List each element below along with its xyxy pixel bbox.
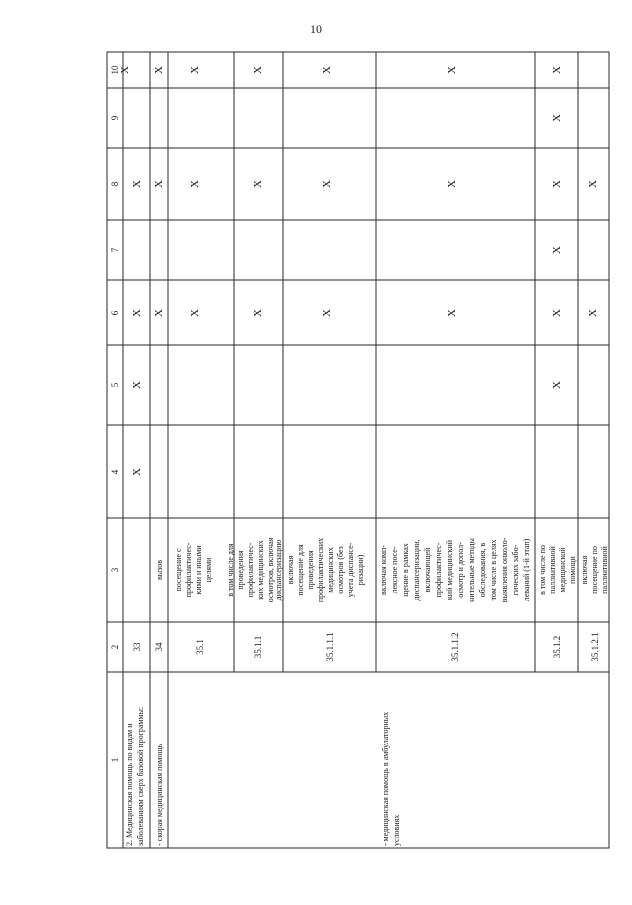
row-unit-line: выявления онколо- [500, 537, 509, 603]
table-row [286, 66, 365, 662]
ambulance-row [153, 66, 165, 846]
outpatient-label [381, 712, 401, 846]
page-number: 10 [310, 22, 322, 36]
row-unit-line: профилактических [316, 537, 325, 603]
row-unit-line: медицинских [326, 547, 335, 593]
row-code: 35.1.2 [552, 635, 562, 659]
mark-x: X [153, 66, 165, 74]
table-row [226, 66, 283, 658]
row-unit-line: включающей [423, 547, 432, 593]
ambulance-code: 34 [154, 642, 164, 652]
row-unit-line: нительные методы [467, 538, 476, 602]
mark-x: X [131, 468, 143, 476]
row-code: 35.1.1.1 [325, 632, 335, 662]
row-unit-line: осмотр и допол- [456, 542, 465, 598]
col-header: 1 [110, 757, 120, 763]
row-unit-line: в том числе по [538, 545, 547, 595]
col-header: 10 [110, 65, 120, 75]
mark-x: X [321, 309, 333, 317]
mark-x: X [446, 309, 458, 317]
row-unit-line: лексное посе- [390, 546, 399, 594]
col-header: 5 [110, 382, 120, 388]
mark-x: X [189, 309, 201, 317]
mark-x: X [551, 309, 563, 317]
row-unit-line: обследования, в [478, 542, 487, 598]
mark-x: X [252, 66, 264, 74]
row-code: 35.1.1.2 [450, 632, 460, 662]
section-title-line1: 2. Медицинская помощь по видам и [125, 723, 134, 846]
mark-x: X [189, 66, 201, 74]
row-unit-line: включая комп- [379, 545, 388, 595]
row-unit-line: посещение с [174, 548, 183, 592]
mark-x: X [321, 66, 333, 74]
mark-x: X [153, 180, 165, 188]
mark-x: X [551, 246, 563, 254]
row-unit-line: кими и иными [194, 545, 203, 595]
mark-x: X [119, 66, 131, 74]
mark-x: X [189, 180, 201, 188]
row-unit-line: диспансеризации, [412, 539, 421, 601]
row-unit-line: ризации) [356, 554, 365, 586]
table-row [580, 180, 609, 662]
mark-x: X [551, 180, 563, 188]
row-unit-line: посещение для [296, 544, 305, 596]
mark-x: X [153, 309, 165, 317]
section-title-line2: заболеваниям сверх базовой программы: [136, 706, 145, 846]
row-unit-line: проведения [306, 550, 315, 590]
outpatient-label-line2: условиях [392, 814, 401, 846]
table-row [538, 66, 577, 658]
row-unit-line: в том числе для [226, 543, 235, 597]
mark-x: X [131, 381, 143, 389]
col-header: 7 [110, 247, 120, 253]
row-unit-line: кий медицинский [445, 539, 454, 601]
section-code: 33 [132, 642, 142, 652]
col-header: 6 [110, 310, 120, 316]
mark-x: X [321, 180, 333, 188]
col-header: 9 [110, 115, 120, 121]
row-code: 35.1.1 [253, 635, 263, 659]
outpatient-label-line1: - медицинская помощь в амбулаторных [381, 711, 390, 846]
row-unit-line: медицинской [558, 547, 567, 593]
table-row [379, 66, 531, 662]
row-unit-line: включая [580, 555, 589, 585]
row-unit-line: ких медицинских [256, 540, 265, 600]
row-unit-line: посещение по [590, 546, 599, 594]
mark-x: X [131, 180, 143, 188]
col-header: 8 [110, 181, 120, 187]
table-row [174, 66, 213, 655]
row-unit-line: гических забо- [511, 544, 520, 596]
row-unit-line: осмотров, включая [266, 537, 275, 603]
row-unit-line: щение в рамках [401, 543, 410, 597]
row-unit-line: профилактичес- [434, 542, 443, 598]
detail-rows [174, 66, 609, 662]
mark-x: X [252, 309, 264, 317]
ambulance-name: - скорая медицинская помощь [155, 743, 164, 846]
mark-x: X [551, 66, 563, 74]
table-grid [107, 52, 609, 848]
row-unit-line: леваний (1-й этап) [522, 538, 531, 602]
mark-x: X [446, 180, 458, 188]
column-headers [110, 65, 120, 762]
ambulance-unit: вызов [155, 559, 164, 581]
row-unit-line: паллиативной [600, 546, 609, 594]
mark-x: X [587, 180, 599, 188]
row-code: 35.1 [195, 639, 205, 655]
col-header: 2 [110, 644, 120, 650]
mark-x: X [131, 309, 143, 317]
row-unit-line: профилактичес- [184, 542, 193, 598]
row-unit-line: помощи [568, 556, 577, 584]
row-code: 35.1.2.1 [590, 632, 600, 662]
row-unit-line: учета диспансе- [346, 542, 355, 598]
row-unit-line: том числе в целях [489, 539, 498, 601]
col-header: 3 [110, 567, 120, 573]
row-unit-line: диспансеризацию [274, 539, 283, 601]
mark-x: X [551, 381, 563, 389]
row-unit-line: профилактичес- [246, 542, 255, 598]
mark-x: X [587, 309, 599, 317]
row-unit-line: включая [286, 555, 295, 585]
row-unit-line: осмотров (без [336, 546, 345, 594]
col-header: 4 [110, 469, 120, 475]
mark-x: X [252, 180, 264, 188]
row-unit-line: проведения [236, 550, 245, 590]
mark-x: X [551, 114, 563, 122]
row-unit-line: целями [204, 557, 213, 583]
mark-x: X [446, 66, 458, 74]
row-unit-line: паллиативной [548, 546, 557, 594]
